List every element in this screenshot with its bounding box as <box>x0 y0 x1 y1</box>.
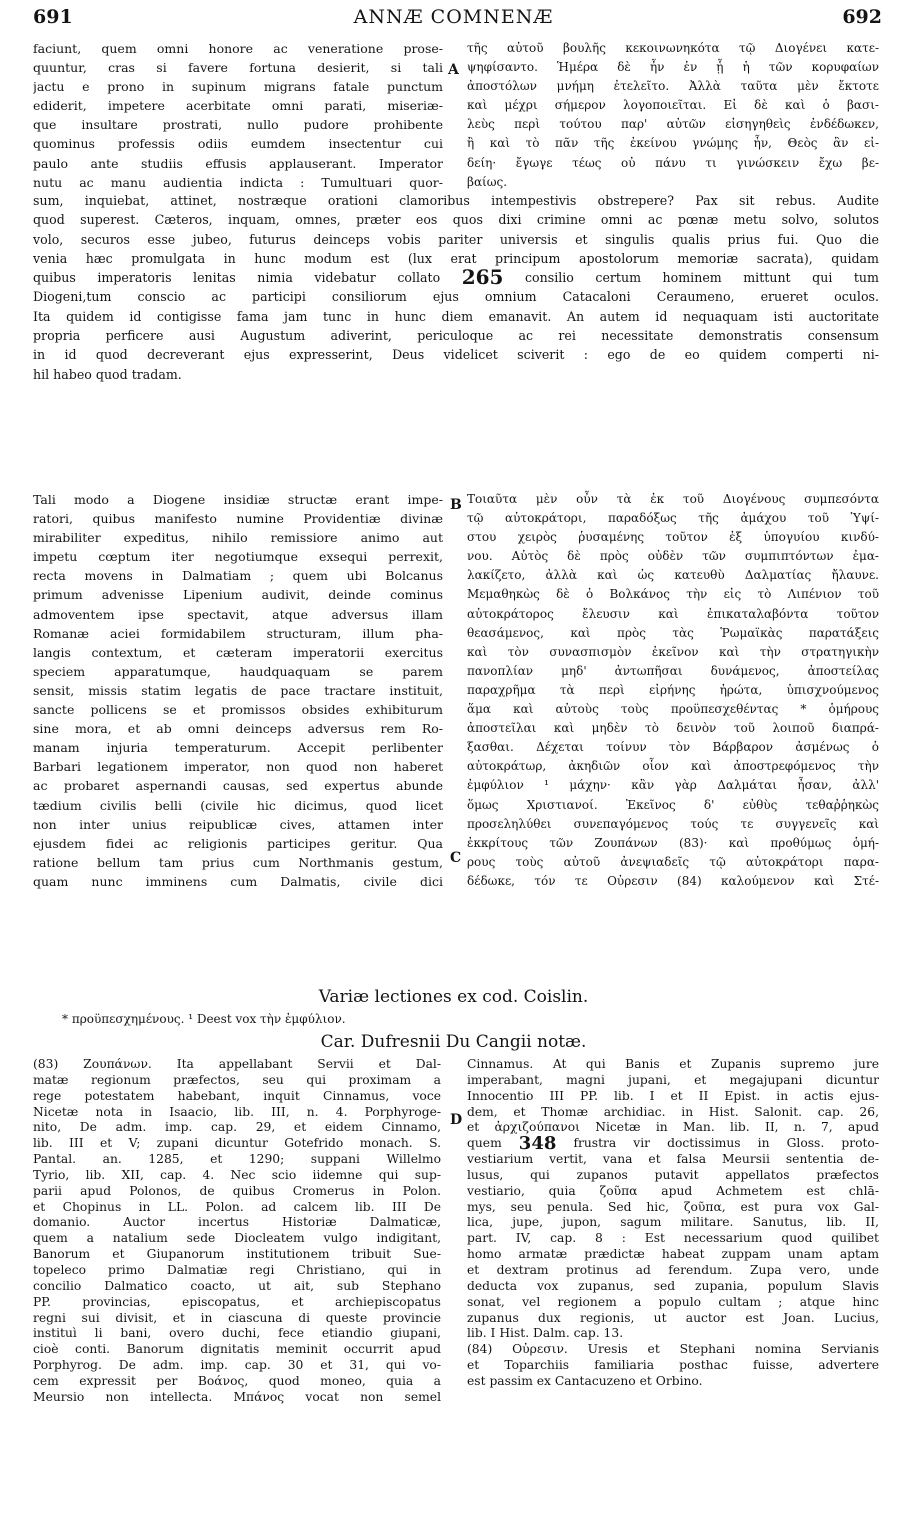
text-line: ξασθαι. Δέχεται τοίνυν τὸν Βάρβαρον ἀσμένως ὁ <box>467 740 879 755</box>
text-line: Τοιαῦτα μὲν οὖν τὰ ἐκ τοῦ Διογένους συμπεσόντα <box>467 492 879 506</box>
note-line: quem a natalium sede Diocleatem vulgo indigitant, <box>33 1231 441 1246</box>
note-line: Meursio non intellecta. Μπάνος vocat non semel <box>33 1389 441 1404</box>
text-line: αὐτοκράτορος ἔλευσιν καὶ ἐπικαταλαβόντα τοῦτον <box>467 606 879 621</box>
notae-heading: Car. Dufresnii Du Cangii notæ. <box>320 1032 587 1052</box>
text-line: admoventem ipse spectavit, atque adversus illam <box>33 606 443 622</box>
text-line: θεασάμενος, καὶ πρὸς τὰς Ῥωμαϊκὰς παρατάξεις <box>467 625 879 640</box>
text-line: Μεμαθηκὼς δὲ ὁ Βολκάνος τὴν εἰς τὸ Λιπένιον τοῦ <box>467 587 879 602</box>
page-marker-348: 348 <box>518 1136 557 1153</box>
text-line: Tali modo a Diogene insidiæ structæ erant impe- <box>33 492 443 507</box>
text-line: Romanæ aciei formidabilem structuram, illum pha- <box>33 625 443 641</box>
running-head: ANNÆ COMNENÆ <box>353 6 554 28</box>
text-line: ἅμα καὶ αὐτοὺς τοὺς προϋπεσχεθέντας * ὁμήρους <box>467 702 879 717</box>
note-line: lica, jupe, jupon, sagum militare. Sanutus, lib. II, <box>467 1215 879 1230</box>
page-number-right: 692 <box>842 6 882 28</box>
text-line: ejusdem fidei ac religionis participes geritur. Qua <box>33 835 443 851</box>
text-line: non inter unius reipublicæ cives, attamen inter <box>33 816 443 832</box>
text-line: sum, inquiebat, attinet, nostræque orationi clamoribus intempestivis obstrepere? Pax sit rebus. Audite <box>33 193 879 208</box>
text-line: langis contextum, et cæteram imperatorii exercitus <box>33 644 443 660</box>
note-line: dem, et Thomæ archidiac. in Hist. Salonit. cap. 26, <box>467 1104 879 1119</box>
note-line: mys, seu penula. Sed hic, ζοῦπα, est pura vox Gal- <box>467 1199 879 1214</box>
text-line: propria perficere ausi Augustum adiverint, periculoque ac rei necessitate demonstratis consensum <box>33 328 879 344</box>
text-segment: consilio certum hominem mittunt qui tum <box>524 270 879 286</box>
latin-full-width <box>33 191 879 384</box>
latin-column-mid <box>33 490 443 891</box>
note-line-with-marker <box>467 1136 879 1152</box>
text-line: speciem apparatumque, haudquaquam se parem <box>33 663 443 679</box>
variae-lectiones-text: * προϋπεσχημένους. ¹ Deest vox τὴν ἐμφύλιον. <box>62 1012 346 1026</box>
notes-column-right <box>467 1057 879 1390</box>
text-line: ἀποστεῖλαι καὶ μηδὲν τὸ δεινὸν τοῦ λοιποῦ διαπρά- <box>467 721 879 736</box>
text-line: ediderit, impetere acerbitate omni parati, miseriæ- <box>33 98 443 114</box>
text-line: ἐμφύλιον ¹ μάχην· κἂν γὰρ Δαλμάται ἦσαν, ἀλλ' <box>467 778 879 793</box>
text-line: προσεληλύθει συνεπαγόμενος τούς τε συγγενεῖς καὶ <box>467 816 879 831</box>
note-line: concilio Dalmatico coacto, ut ait, sub Stephano <box>33 1278 441 1293</box>
note-line: cioè conti. Banorum dignitatis meminit occurrit apud <box>33 1342 441 1357</box>
note-line: deducta vox zupanus, sed zupania, populum Slavis <box>467 1278 879 1293</box>
text-line: νου. Αὐτὸς δὲ πρὸς οὐδὲν τῶν συμπιπτόντων ἐμα- <box>467 549 879 564</box>
text-line: λακίζετο, ἀλλὰ καὶ ὡς κατευθὺ Δαλματίας ἤλαυνε. <box>467 568 879 583</box>
text-line: δέδωκε, τόν τε Οὐρεσιν (84) καλούμενον καὶ Στέ- <box>467 873 879 888</box>
text-line: δείη· ἔγωγε τέως οὐ πάνυ τι γινώσκειν ἔχω βε- <box>467 155 879 170</box>
note-line: rege potestatem habebant, inquit Cinnamus, voce <box>33 1088 441 1103</box>
note-line: imperabant, magni jupani, et megajupani dicuntur <box>467 1072 879 1087</box>
note-line: (84) Οὐρεσιν. Uresis et Stephani nomina Servianis <box>467 1342 879 1357</box>
note-line: (83) Ζουπάνων. Ita appellabant Servii et Dal- <box>33 1057 441 1071</box>
text-line: quominus professis odiis eumdem insectentur cui <box>33 136 443 152</box>
text-line-with-marker <box>33 268 879 287</box>
note-line: topeleco primo Dalmatiæ regi Christiano, qui in <box>33 1262 441 1277</box>
note-line: vestiarium vertit, vana et falsa Meursii sententia de- <box>467 1152 879 1167</box>
text-line: ἐκκρίτους τῶν Ζουπάνων (83)· καὶ προθύμως ὁμή- <box>467 835 879 850</box>
note-line: lusus, qui zupanos putavit appellatos præfectos <box>467 1167 879 1182</box>
margin-letter-c: C <box>450 850 462 866</box>
text-line: ἢ καὶ τὸ πᾶν τῆς ἐκείνου γνώμης ἦν, Θεὸς ἂν εἰ- <box>467 136 879 151</box>
text-line: τῆς αὐτοῦ βουλῆς κεκοινωνηκότα τῷ Διογένει κατε- <box>467 41 879 55</box>
text-line: quuntur, cras si favere fortuna desierit, si tali <box>33 60 443 76</box>
note-line: domanio. Auctor incertus Historiæ Dalmaticæ, <box>33 1215 441 1230</box>
text-line: καὶ τὸν συνασπισμὸν ἐκεῖνον καὶ τὴν στρατηγικὴν <box>467 644 879 659</box>
text-line: manam injuria temperaturum. Accepit perlibenter <box>33 740 443 756</box>
text-line: βαίως. <box>467 174 508 189</box>
text-line: sensit, missis statim legatis de pace tractare instituit, <box>33 682 443 698</box>
text-line: τῷ αὐτοκράτορι, παραδόξως τῆς ἀμάχου τοῦ Ὑψί- <box>467 511 879 526</box>
note-line: Porphyrog. De adm. imp. cap. 30 et 31, qui vo- <box>33 1358 441 1373</box>
text-line: impetu cœptum iter negotiumque exsequi perrexit, <box>33 549 443 565</box>
note-line: et dextram protinus ad ferendum. Zupa vero, unde <box>467 1262 879 1277</box>
latin-column-top <box>33 39 443 192</box>
notes-column-left <box>33 1057 441 1406</box>
text-line: quam nunc imminens cum Dalmatis, civile dici <box>33 873 443 889</box>
margin-letter-a: A <box>448 62 459 78</box>
margin-letter-b: B <box>450 497 462 513</box>
note-line: cem expressit per Βοάνος, quod moneo, quia a <box>33 1373 441 1388</box>
text-line: faciunt, quem omni honore ac veneratione prose- <box>33 41 443 56</box>
text-line: quod superest. Cæteros, inquam, omnes, præter eos quos dixi crimine omni ac pœnæ metu solvo, solutos <box>33 212 879 228</box>
text-line: sancte pollicens se et promissos obsides exhibiturum <box>33 702 443 718</box>
page-marker-265: 265 <box>461 268 504 288</box>
note-line: et Chopinus in LL. Polon. ad calcem lib. III De <box>33 1199 441 1214</box>
text-line: que insultare prostrati, nullo pudore prohibente <box>33 117 443 133</box>
note-line: part. IV, cap. 8 : Est necessarium quod quilibet <box>467 1231 879 1246</box>
margin-letter-d: D <box>450 1112 463 1128</box>
text-line: paulo ante studiis effusis applauserant. Imperator <box>33 155 443 171</box>
text-line: ρους τοὺς αὐτοῦ ἀνεψιαδεῖς τῷ αὐτοκράτορι παρα- <box>467 854 879 869</box>
text-line: ratori, quibus manifesto numine Providentiæ divinæ <box>33 511 443 527</box>
text-line: in id quod decreverant ejus expresserint, Deus videlicet sciverit : ego de eo quidem comperti ni- <box>33 347 879 363</box>
text-line: Ita quidem id contigisse fama jam tunc in hunc diem emanavit. An autem id nequaquam isti auctoritate <box>33 308 879 324</box>
note-line: est passim ex Cantacuzeno et Orbino. <box>467 1373 703 1388</box>
text-line: ratione bellum tam prius cum Northmanis gestum, <box>33 854 443 870</box>
note-line: PP. provincias, episcopatus, et archiepiscopatus <box>33 1294 441 1309</box>
note-line: matæ regionum præfectos, seu qui proximam a <box>33 1072 441 1087</box>
note-line: Tyrio, lib. XII, cap. 4. Nec scio iidemne qui sup- <box>33 1167 441 1182</box>
text-line: ὅμως Χριστιανοί. Ἐκεῖνος δ' εὐθὺς τεθαῤῥηκὼς <box>467 797 879 812</box>
note-line: et ἀρχιζούπανοι Nicetæ in Man. lib. II, n. 7, apud <box>467 1120 879 1135</box>
text-line: στου χειρὸς ῥυσαμένης τοῦτον ἐξ ὑπογυίου κινδύ- <box>467 530 879 545</box>
note-line: vestiario, quia ζοῦπα apud Achmetem est chlā- <box>467 1183 879 1198</box>
note-line: lib. III et V; zupani dicuntur Gotefrido monach. S. <box>33 1136 441 1151</box>
text-line: λεὺς περὶ τούτου παρ' αὐτῶν εἰσηγηθεὶς ἐνδέδωκεν, <box>467 117 879 132</box>
note-line: Banorum et Giupanorum institutionem tribuit Sue- <box>33 1247 441 1262</box>
text-line: hil habeo quod tradam. <box>33 366 182 382</box>
text-line: jactu e prono in supinum migrans fatale punctum <box>33 79 443 95</box>
text-line: primum advenisse Lipenium audivit, deinde cominus <box>33 587 443 603</box>
note-line: Cinnamus. At qui Banis et Zupanis supremo jure <box>467 1057 879 1071</box>
page-number-left: 691 <box>33 6 73 28</box>
greek-column-top <box>467 39 879 192</box>
text-segment: quem <box>467 1136 502 1151</box>
text-line: παραχρῆμα τὰ περὶ εἰρήνης ἠρώτα, ὑπισχνούμενος <box>467 682 879 697</box>
note-line: sonat, vel regionem a populo cultam ; atque hinc <box>467 1294 879 1309</box>
note-line: Innocentio III PP. lib. I et II Epist. in actis ejus- <box>467 1088 879 1103</box>
note-line: regni sui divisit, et in ciascuna di queste provincie <box>33 1310 441 1325</box>
text-segment: frustra vir doctissimus in Gloss. proto- <box>573 1136 879 1151</box>
note-line: homo armatæ prædictæ habeat zuppam unam aptam <box>467 1247 879 1262</box>
note-line: Nicetæ nota in Isaacio, lib. III, n. 4. Porphyroge- <box>33 1104 441 1119</box>
note-line: Pantal. an. 1285, et 1290; suppani Willelmo <box>33 1152 441 1167</box>
text-line: πανοπλίαν μηδ' ἀντωπῆσαι δυνάμενος, ἀποστείλας <box>467 663 879 678</box>
greek-column-mid <box>467 490 879 891</box>
note-line: lib. I Hist. Dalm. cap. 13. <box>467 1326 624 1341</box>
note-line: parii apud Polonos, de quibus Cromerus in Polon. <box>33 1183 441 1198</box>
text-line: mirabiliter expeditus, nihilo remissiore animo aut <box>33 530 443 546</box>
text-line: καὶ μέχρι σήμερον λογοποιεῖται. Εἰ δὲ καὶ ὁ βασι- <box>467 98 879 113</box>
note-line: nito, De adm. imp. cap. 29, et eidem Cinnamo, <box>33 1120 441 1135</box>
text-line: tædium civilis belli (civile hic dicimus, quod licet <box>33 797 443 813</box>
text-line: αὐτοκράτωρ, ἀκηδιῶν οἷον καὶ ἀποστρεφόμενος τὴν <box>467 759 879 774</box>
note-line: zupanus dux regionis, ut auctor est Joan. Lucius, <box>467 1310 879 1325</box>
variae-lectiones-heading: Variæ lectiones ex cod. Coislin. <box>318 987 589 1007</box>
text-line: ac probaret aspernandi causas, sed expertus abunde <box>33 778 443 794</box>
text-line: volo, securos esse jubeo, futurus deinceps vobis pariter universis et singulis qualis prius fui. Quo die <box>33 231 879 247</box>
text-line: ἀποστόλων μνήμη ἐτελεῖτο. Ἀλλὰ ταῦτα μὲν ἔκτοτε <box>467 79 879 94</box>
text-line: Barbari legationem imperator, non quod non haberet <box>33 759 443 775</box>
text-line: sine mora, et ab omni deinceps adversus rem Ro- <box>33 721 443 737</box>
note-line: et Toparchiis familiaria posthac fuisse, advertere <box>467 1358 879 1373</box>
text-line: ψηφίσαντο. Ἡμέρα δὲ ἦν ἐν ᾗ ἡ τῶν κορυφαίων <box>467 60 879 75</box>
text-line: venia hæc promulgata in hunc modum est (lux erat principum apostolorum memoriæ sacrata), quidam <box>33 250 879 266</box>
text-line: nutu ac manu audientia indicta : Tumultuari quor- <box>33 174 443 190</box>
note-line: instituì li bani, overo duchi, fece etiandio giupani, <box>33 1326 441 1341</box>
text-line: Diogeni,tum conscio ac participi consiliorum ejus omnium Catacaloni Ceraumeno, erueret oculos. <box>33 289 879 305</box>
text-line: recta movens in Dalmatiam ; quem ubi Bolcanus <box>33 568 443 584</box>
text-segment: quibus imperatoris lenitas nimia videbatur collato <box>33 270 441 286</box>
